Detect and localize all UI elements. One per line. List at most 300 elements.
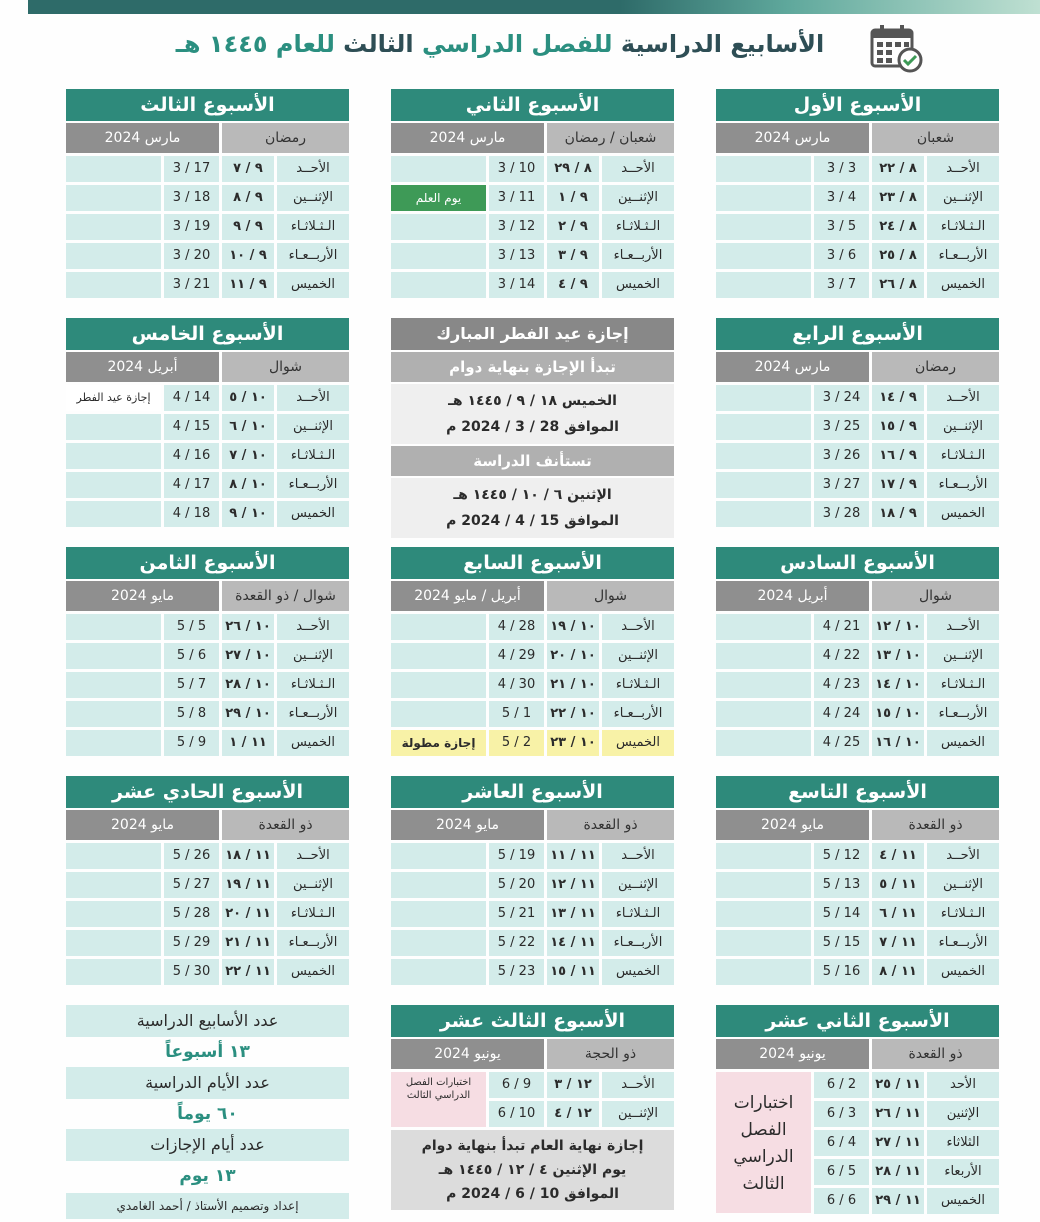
table-row: [716, 701, 999, 727]
day-name: الإثنــين: [602, 872, 674, 898]
hijri-date: ٩ / ١١: [222, 272, 274, 298]
greg-date: 5 / 13: [814, 872, 869, 898]
row-note: [716, 643, 811, 669]
day-name: الخميس: [602, 959, 674, 985]
day-name: الأربــعـاء: [277, 243, 349, 269]
greg-date: 5 / 6: [164, 643, 219, 669]
exam-note: اختبارات الفصل الدراسي الثالث: [391, 1072, 486, 1127]
hijri-date: ١٠ / ٢٧: [222, 643, 274, 669]
week-w8: [66, 547, 349, 756]
week-header: [391, 810, 674, 840]
holidays-count-label: عدد أيام الإجازات: [66, 1129, 349, 1161]
greg-date: 5 / 1: [489, 701, 544, 727]
greg-date: 3 / 3: [814, 156, 869, 182]
table-row: [391, 243, 674, 269]
greg-date: 4 / 16: [164, 443, 219, 469]
holiday-line3: الموافق 10 / 6 / 2024 م: [446, 1186, 619, 1202]
row-note: [391, 243, 486, 269]
day-name: الإثنين: [927, 1101, 999, 1127]
holiday-line2: يوم الإثنين ٤ / ١٢ / ١٤٤٥ هـ: [438, 1162, 627, 1178]
hijri-date: ١١ / ٢٧: [872, 1130, 924, 1156]
week-w9: [716, 776, 999, 985]
days-count-label: عدد الأيام الدراسية: [66, 1067, 349, 1099]
table-row: [716, 385, 999, 411]
eid-start-box: [391, 384, 674, 444]
table-row: [391, 643, 674, 669]
row-note: [716, 701, 811, 727]
row-note: [716, 730, 811, 756]
table-row: [66, 243, 349, 269]
table-row: [66, 185, 349, 211]
greg-date: 5 / 30: [164, 959, 219, 985]
day-name: الأحــد: [602, 1072, 674, 1098]
row-note: [66, 930, 161, 956]
hijri-date: ٩ / ١: [547, 185, 599, 211]
greg-month-header: مايو 2024: [391, 810, 544, 840]
hijri-date: ١٠ / ٢٣: [547, 730, 599, 756]
title-part3: الثالث: [334, 30, 414, 58]
row-note: [391, 901, 486, 927]
greg-date: 3 / 19: [164, 214, 219, 240]
greg-date: 6 / 10: [489, 1101, 544, 1127]
day-name: الـثـلاثـاء: [602, 672, 674, 698]
greg-date: 4 / 14: [164, 385, 219, 411]
row-note: [66, 156, 161, 182]
hijri-month-header: ذو القعدة: [547, 810, 674, 840]
table-row: [66, 272, 349, 298]
day-name: الـثـلاثـاء: [277, 901, 349, 927]
week-title: الأسبوع الثاني عشر: [716, 1005, 999, 1037]
day-name: الخميس: [927, 730, 999, 756]
hijri-date: ٩ / ١٥: [872, 414, 924, 440]
table-row: [66, 472, 349, 498]
table-row: [66, 385, 349, 411]
table-row: [66, 501, 349, 527]
hijri-month-header: رمضان: [222, 123, 349, 153]
greg-month-header: أبريل 2024: [66, 352, 219, 382]
hijri-date: ٨ / ٢٦: [872, 272, 924, 298]
greg-date: 5 / 16: [814, 959, 869, 985]
greg-date: 4 / 23: [814, 672, 869, 698]
row-note: [391, 272, 486, 298]
row-note: [66, 214, 161, 240]
greg-date: 3 / 4: [814, 185, 869, 211]
row-note: [66, 701, 161, 727]
hijri-date: ١١ / ٢٥: [872, 1072, 924, 1098]
day-name: الإثنــين: [602, 1101, 674, 1127]
day-name: الخميس: [277, 959, 349, 985]
greg-month-header: مايو 2024: [66, 581, 219, 611]
hijri-date: ٩ / ١٤: [872, 385, 924, 411]
week-w11: [66, 776, 349, 985]
row-note: [716, 472, 811, 498]
table-row: [391, 185, 674, 211]
table-row: [716, 272, 999, 298]
hijri-date: ١١ / ١٩: [222, 872, 274, 898]
greg-date: 3 / 17: [164, 156, 219, 182]
hijri-date: ١٠ / ٨: [222, 472, 274, 498]
week-header: [66, 123, 349, 153]
day-name: الأربــعـاء: [602, 930, 674, 956]
row-note: [391, 843, 486, 869]
hijri-date: ١٠ / ١٢: [872, 614, 924, 640]
greg-date: 5 / 20: [489, 872, 544, 898]
eid-resume-line2: الموافق 15 / 4 / 2024 م: [446, 513, 619, 529]
holidays-count-value: ١٣ يوم: [179, 1166, 236, 1186]
eid-holiday-block: [391, 318, 674, 538]
week-header: [391, 1039, 674, 1069]
week-w5: [66, 318, 349, 527]
week-title: الأسبوع الحادي عشر: [66, 776, 349, 808]
day-name: الأحــد: [277, 385, 349, 411]
row-note: [716, 614, 811, 640]
hijri-date: ١١ / ٨: [872, 959, 924, 985]
greg-month-header: يونيو 2024: [716, 1039, 869, 1069]
greg-month-header: أبريل 2024: [716, 581, 869, 611]
week-header: [716, 1039, 999, 1069]
greg-date: 4 / 18: [164, 501, 219, 527]
greg-date: 3 / 10: [489, 156, 544, 182]
greg-date: 3 / 28: [814, 501, 869, 527]
greg-date: 3 / 14: [489, 272, 544, 298]
hijri-date: ٩ / ٣: [547, 243, 599, 269]
hijri-date: ١١ / ١٤: [547, 930, 599, 956]
week-header: [716, 352, 999, 382]
hijri-month-header: رمضان: [872, 352, 999, 382]
greg-month-header: أبريل / مايو 2024: [391, 581, 544, 611]
row-note: [391, 156, 486, 182]
title-part2: للفصل الدراسي: [413, 30, 613, 58]
hijri-date: ١٠ / ١٤: [872, 672, 924, 698]
day-name: الأحــد: [602, 614, 674, 640]
page-title: [140, 30, 860, 70]
week-w1: [716, 89, 999, 298]
hijri-date: ١١ / ١٣: [547, 901, 599, 927]
hijri-date: ٨ / ٢٥: [872, 243, 924, 269]
hijri-date: ٩ / ٨: [222, 185, 274, 211]
table-row: [716, 843, 999, 869]
greg-date: 6 / 5: [814, 1159, 869, 1185]
week-title: الأسبوع الرابع: [716, 318, 999, 350]
row-note: [716, 872, 811, 898]
hijri-date: ١١ / ٢٩: [872, 1188, 924, 1214]
day-name: الـثـلاثـاء: [927, 214, 999, 240]
day-name: الثلاثاء: [927, 1130, 999, 1156]
hijri-date: ٩ / ٩: [222, 214, 274, 240]
day-name: الخميس: [927, 272, 999, 298]
day-name: الأحــد: [602, 843, 674, 869]
week-title: الأسبوع الثامن: [66, 547, 349, 579]
holiday-line1: إجازة نهاية العام تبدأ بنهاية دوام: [421, 1138, 644, 1154]
table-row: [66, 214, 349, 240]
hijri-date: ٩ / ١٦: [872, 443, 924, 469]
greg-date: 3 / 24: [814, 385, 869, 411]
day-name: الخميس: [927, 501, 999, 527]
table-row: [716, 901, 999, 927]
hijri-date: ١١ / ٧: [872, 930, 924, 956]
week-title: الأسبوع الثالث: [66, 89, 349, 121]
day-name: الـثـلاثـاء: [602, 901, 674, 927]
table-row: [391, 872, 674, 898]
greg-date: 4 / 21: [814, 614, 869, 640]
row-note: [716, 185, 811, 211]
row-note: [716, 156, 811, 182]
greg-date: 3 / 25: [814, 414, 869, 440]
hijri-date: ١٠ / ٢٠: [547, 643, 599, 669]
table-row: [716, 214, 999, 240]
day-name: الإثنــين: [277, 643, 349, 669]
hijri-date: ١٠ / ٢٩: [222, 701, 274, 727]
greg-date: 4 / 24: [814, 701, 869, 727]
table-row: [391, 959, 674, 985]
week-title: الأسبوع الأول: [716, 89, 999, 121]
hijri-date: ١١ / ١٢: [547, 872, 599, 898]
greg-date: 5 / 21: [489, 901, 544, 927]
table-row: [391, 672, 674, 698]
day-name: الأربــعـاء: [927, 243, 999, 269]
greg-month-header: مارس 2024: [66, 123, 219, 153]
greg-date: 5 / 2: [489, 730, 544, 756]
row-note: إجازة عيد الفطر: [66, 385, 161, 411]
hijri-month-header: شوال / ذو القعدة: [222, 581, 349, 611]
table-row: [716, 156, 999, 182]
greg-date: 3 / 11: [489, 185, 544, 211]
greg-date: 5 / 19: [489, 843, 544, 869]
row-note: [66, 501, 161, 527]
hijri-month-header: ذو الحجة: [547, 1039, 674, 1069]
row-note: [66, 414, 161, 440]
day-name: الـثـلاثـاء: [277, 214, 349, 240]
row-note: [391, 672, 486, 698]
row-note: [716, 385, 811, 411]
eid-start-label: تبدأ الإجازة بنهاية دوام: [391, 352, 674, 382]
day-name: الـثـلاثـاء: [277, 672, 349, 698]
day-name: الخميس: [277, 272, 349, 298]
day-name: الإثنــين: [277, 185, 349, 211]
greg-date: 3 / 6: [814, 243, 869, 269]
row-note: [716, 959, 811, 985]
table-row: [391, 930, 674, 956]
greg-date: 5 / 29: [164, 930, 219, 956]
greg-month-header: مايو 2024: [66, 810, 219, 840]
week-header: [66, 352, 349, 382]
greg-month-header: مارس 2024: [716, 352, 869, 382]
day-name: الأربــعـاء: [927, 472, 999, 498]
eid-start-line2: الموافق 28 / 3 / 2024 م: [446, 419, 619, 435]
table-row: [66, 614, 349, 640]
hijri-date: ٨ / ٢٤: [872, 214, 924, 240]
row-note: يوم العلم: [391, 185, 486, 211]
table-row: [66, 414, 349, 440]
greg-date: 3 / 12: [489, 214, 544, 240]
hijri-date: ١٠ / ٥: [222, 385, 274, 411]
row-note: [66, 272, 161, 298]
week-title: الأسبوع السادس: [716, 547, 999, 579]
table-row: [716, 414, 999, 440]
day-name: الأربــعـاء: [602, 701, 674, 727]
row-note: [66, 614, 161, 640]
row-note: [66, 643, 161, 669]
row-note: [391, 643, 486, 669]
row-note: [716, 414, 811, 440]
row-note: [66, 243, 161, 269]
week-w10: [391, 776, 674, 985]
greg-date: 5 / 9: [164, 730, 219, 756]
greg-date: 5 / 7: [164, 672, 219, 698]
table-row: [716, 185, 999, 211]
table-row: [391, 701, 674, 727]
hijri-date: ٩ / ٧: [222, 156, 274, 182]
day-name: الـثـلاثـاء: [602, 214, 674, 240]
day-name: الإثنــين: [277, 414, 349, 440]
week-w12: [716, 1005, 999, 1214]
hijri-date: ١١ / ٢٠: [222, 901, 274, 927]
days-count-value: ٦٠ يوماً: [177, 1104, 238, 1124]
week-title: الأسبوع التاسع: [716, 776, 999, 808]
hijri-date: ٨ / ٢٣: [872, 185, 924, 211]
eid-start-line1: الخميس ١٨ / ٩ / ١٤٤٥ هـ: [448, 393, 617, 409]
greg-date: 6 / 3: [814, 1101, 869, 1127]
row-note: [391, 930, 486, 956]
table-row: [66, 843, 349, 869]
hijri-date: ١٠ / ١٣: [872, 643, 924, 669]
hijri-date: ١١ / ٢٢: [222, 959, 274, 985]
day-name: الإثنــين: [927, 414, 999, 440]
table-row: [716, 443, 999, 469]
hijri-month-header: شعبان: [872, 123, 999, 153]
hijri-date: ١١ / ١٥: [547, 959, 599, 985]
row-note: [716, 214, 811, 240]
row-note: [716, 272, 811, 298]
greg-date: 4 / 29: [489, 643, 544, 669]
hijri-date: ١١ / ١: [222, 730, 274, 756]
day-name: الأحــد: [277, 614, 349, 640]
greg-date: 3 / 20: [164, 243, 219, 269]
greg-date: 4 / 22: [814, 643, 869, 669]
week-header: [716, 581, 999, 611]
greg-date: 5 / 15: [814, 930, 869, 956]
table-row: [391, 1072, 674, 1101]
day-name: الخميس: [927, 959, 999, 985]
hijri-date: ٩ / ٢: [547, 214, 599, 240]
hijri-date: ١٠ / ١٩: [547, 614, 599, 640]
row-note: [716, 930, 811, 956]
hijri-month-header: ذو القعدة: [872, 810, 999, 840]
hijri-date: ١٠ / ٢٦: [222, 614, 274, 640]
day-name: الأحــد: [602, 156, 674, 182]
day-name: الأربــعـاء: [277, 472, 349, 498]
week-w7: [391, 547, 674, 756]
week-header: [391, 581, 674, 611]
table-row: [716, 872, 999, 898]
day-name: الإثنــين: [602, 643, 674, 669]
table-row: [391, 272, 674, 298]
day-name: الأربــعـاء: [602, 243, 674, 269]
table-row: [391, 901, 674, 927]
week-title: الأسبوع السابع: [391, 547, 674, 579]
greg-date: 6 / 9: [489, 1072, 544, 1098]
hijri-date: ٩ / ١٨: [872, 501, 924, 527]
hijri-date: ١٠ / ٢١: [547, 672, 599, 698]
greg-date: 3 / 18: [164, 185, 219, 211]
day-name: الـثـلاثـاء: [927, 672, 999, 698]
table-row: [391, 156, 674, 182]
weeks-count-label: عدد الأسابيع الدراسية: [66, 1005, 349, 1037]
greg-month-header: يونيو 2024: [391, 1039, 544, 1069]
row-note: [391, 959, 486, 985]
hijri-date: ١٢ / ٣: [547, 1072, 599, 1098]
row-note: [66, 443, 161, 469]
table-row: [716, 672, 999, 698]
table-row: [716, 930, 999, 956]
table-row: [716, 243, 999, 269]
row-note: [66, 843, 161, 869]
week-header: [391, 123, 674, 153]
day-name: الأربعاء: [927, 1159, 999, 1185]
greg-date: 3 / 26: [814, 443, 869, 469]
greg-date: 3 / 5: [814, 214, 869, 240]
row-note: إجازة مطولة: [391, 730, 486, 756]
table-row: [716, 959, 999, 985]
day-name: الإثنــين: [927, 872, 999, 898]
row-note: [716, 901, 811, 927]
hijri-date: ١١ / ٦: [872, 901, 924, 927]
week-w13: [391, 1005, 674, 1210]
row-note: [66, 901, 161, 927]
day-name: الـثـلاثـاء: [927, 443, 999, 469]
top-bar-accent: [620, 0, 1040, 14]
row-note: [716, 501, 811, 527]
hijri-date: ١٠ / ١٥: [872, 701, 924, 727]
hijri-date: ١١ / ٥: [872, 872, 924, 898]
table-row: [66, 672, 349, 698]
day-name: الأحــد: [277, 843, 349, 869]
title-part4: للعام ١٤٤٥ هـ: [175, 30, 335, 58]
greg-month-header: مايو 2024: [716, 810, 869, 840]
hijri-date: ١٠ / ٦: [222, 414, 274, 440]
day-name: الأربــعـاء: [277, 930, 349, 956]
hijri-date: ٨ / ٢٢: [872, 156, 924, 182]
hijri-date: ١١ / ٢١: [222, 930, 274, 956]
day-name: الإثنــين: [927, 185, 999, 211]
hijri-date: ١٠ / ٢٢: [547, 701, 599, 727]
week-title: الأسبوع الخامس: [66, 318, 349, 350]
greg-date: 5 / 14: [814, 901, 869, 927]
hijri-date: ٩ / ١٠: [222, 243, 274, 269]
table-row: [716, 643, 999, 669]
row-note: [716, 672, 811, 698]
table-row: [66, 701, 349, 727]
greg-date: 5 / 8: [164, 701, 219, 727]
day-name: الخميس: [602, 730, 674, 756]
hijri-month-header: شوال: [222, 352, 349, 382]
greg-month-header: مارس 2024: [716, 123, 869, 153]
greg-date: 6 / 4: [814, 1130, 869, 1156]
hijri-date: ٨ / ٢٩: [547, 156, 599, 182]
greg-date: 5 / 27: [164, 872, 219, 898]
table-row: [391, 730, 674, 756]
row-note: [66, 185, 161, 211]
table-row: [66, 872, 349, 898]
greg-date: 3 / 27: [814, 472, 869, 498]
table-row: [391, 214, 674, 240]
row-note: [66, 872, 161, 898]
week-w3: [66, 89, 349, 298]
hijri-date: ١١ / ٢٦: [872, 1101, 924, 1127]
hijri-month-header: شوال: [547, 581, 674, 611]
row-note: [66, 730, 161, 756]
weeks-count-value: ١٣ أسبوعاً: [165, 1042, 250, 1062]
